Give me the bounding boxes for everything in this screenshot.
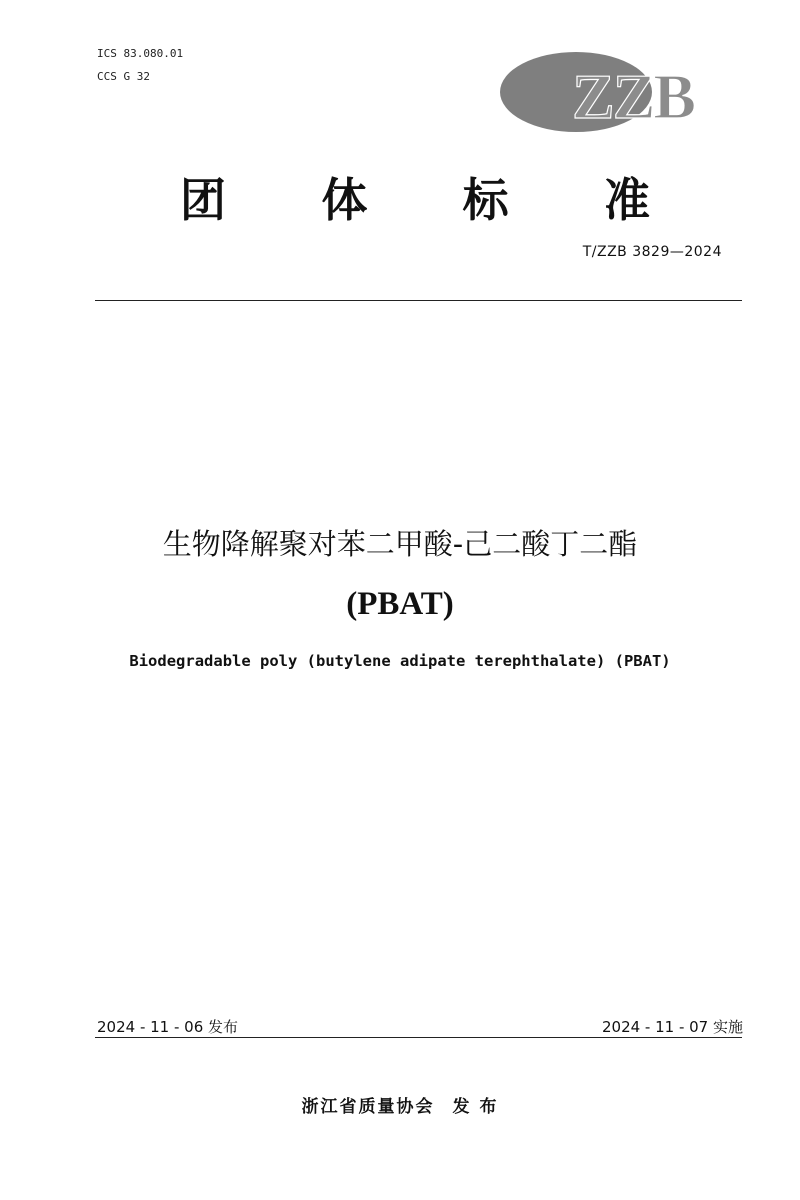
- issuer-action: 发 布: [452, 1097, 499, 1117]
- ccs-code: CCS G 32: [97, 70, 150, 83]
- title-english: Biodegradable poly (butylene adipate terephthalate) (PBAT): [129, 652, 671, 670]
- ics-code: ICS 83.080.01: [97, 47, 184, 60]
- title-abbreviation: (PBAT): [346, 586, 454, 622]
- standard-type-char: 标: [462, 173, 509, 227]
- title-chinese: 生物降解聚对苯二甲酸-己二酸丁二酯: [162, 527, 638, 561]
- standard-type-char: 体: [321, 173, 368, 227]
- logo-text: ZZB: [572, 61, 695, 132]
- issuer-line: [0, 1092, 800, 1117]
- standard-number: T/ZZB 3829—2024: [582, 244, 722, 260]
- publish-date: 2024 - 11 - 06 发布: [97, 1018, 239, 1036]
- standard-type-char: 团: [180, 173, 226, 227]
- standard-type-char: 准: [603, 173, 650, 227]
- zzb-logo: [500, 52, 744, 138]
- top-divider: [95, 300, 742, 301]
- bottom-divider: [95, 1037, 742, 1038]
- standard-type-heading: [180, 160, 650, 240]
- implement-date: 2024 - 11 - 07 实施: [601, 1018, 743, 1036]
- classification-codes: [97, 42, 183, 88]
- issuer-name: 浙江省质量协会: [301, 1097, 435, 1117]
